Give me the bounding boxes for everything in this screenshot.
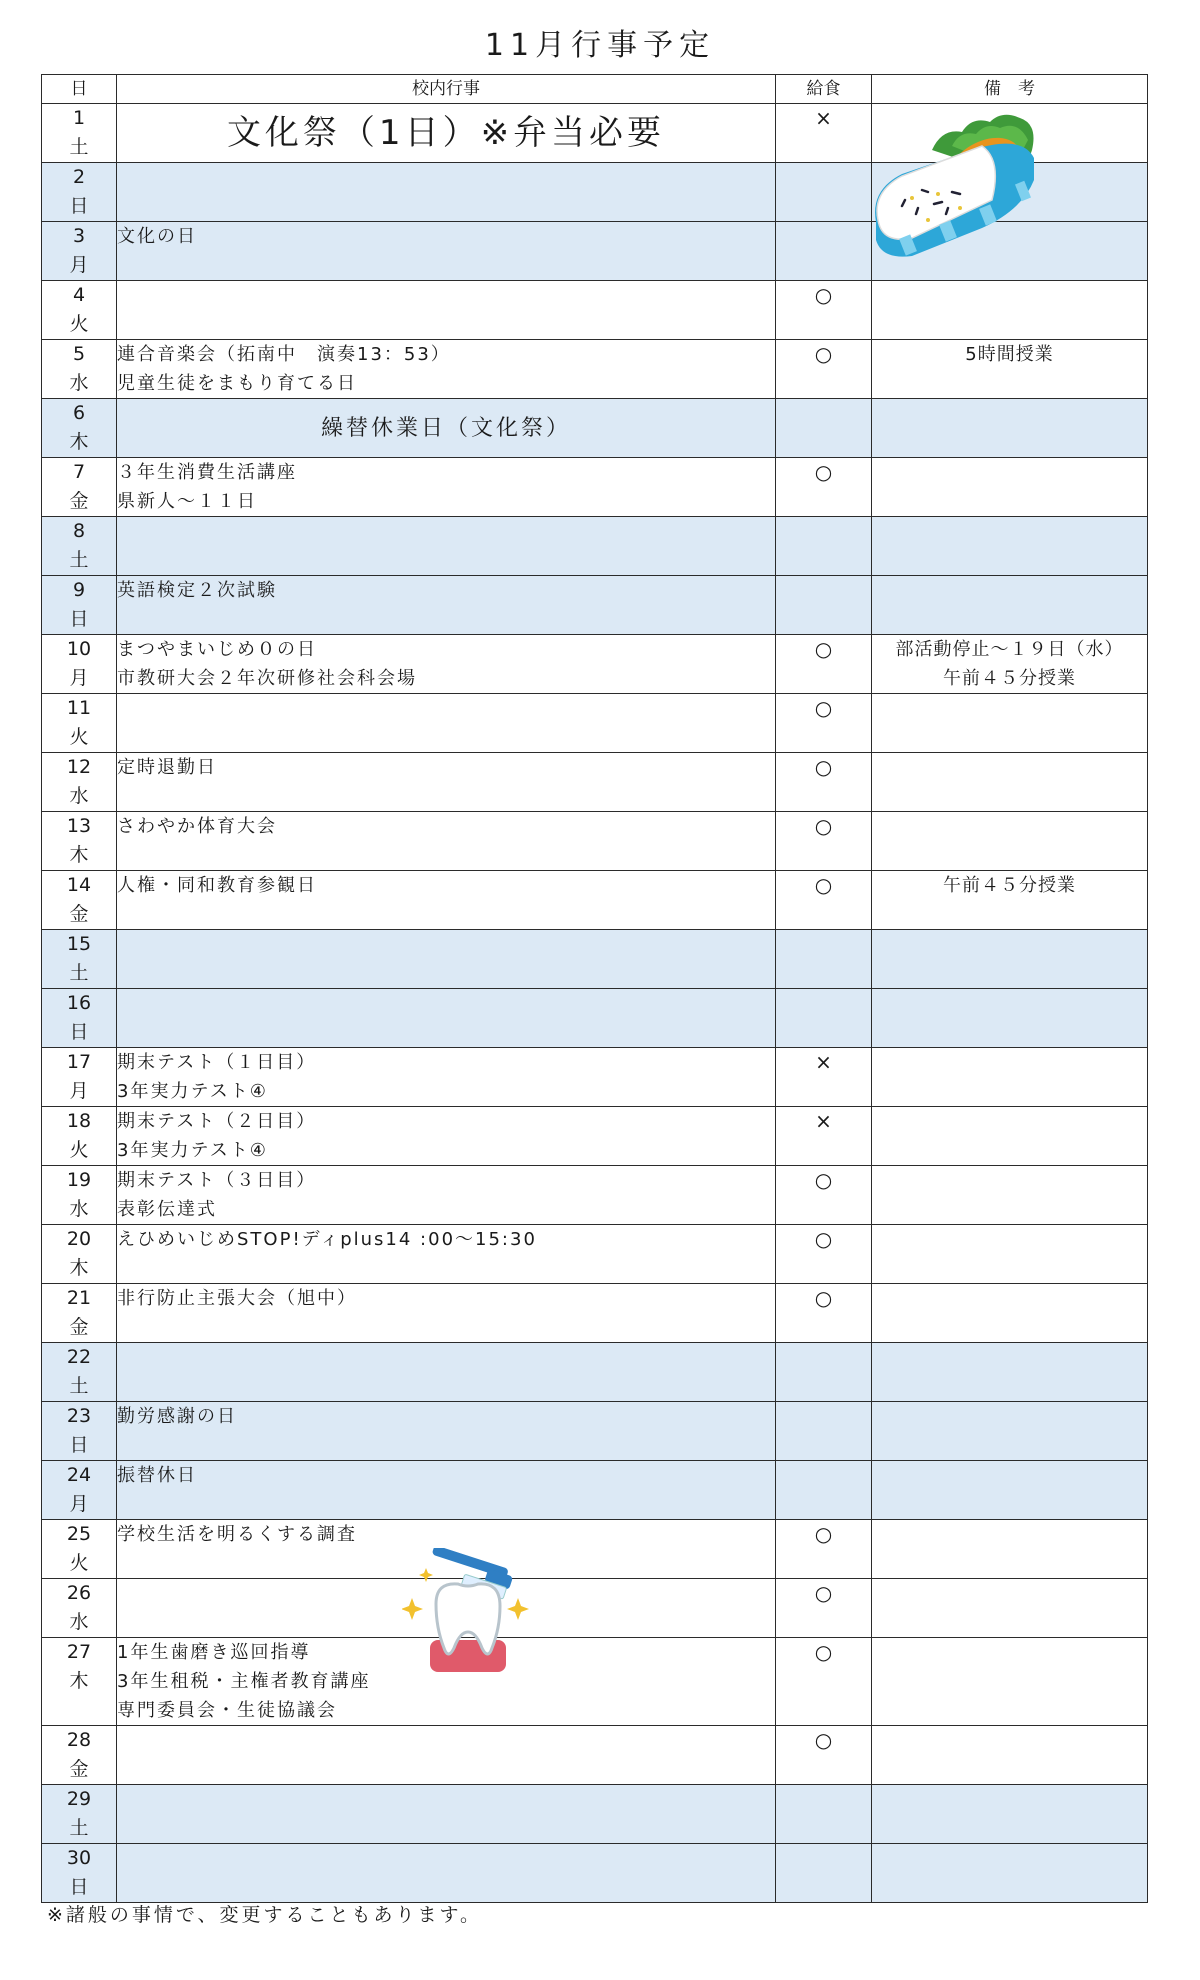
event-text: 繰替休業日（文化祭） bbox=[320, 415, 571, 441]
event-text: 3年実力テスト④ bbox=[117, 1140, 268, 1161]
weekday: 金 bbox=[69, 903, 89, 925]
header-events: 校内行事 bbox=[117, 75, 776, 104]
table-row bbox=[42, 1579, 1148, 1638]
table-row bbox=[42, 1638, 1148, 1726]
table-row bbox=[42, 399, 1148, 458]
weekday: 火 bbox=[69, 726, 89, 748]
notes-cell bbox=[872, 1343, 1148, 1402]
table-row bbox=[42, 635, 1148, 694]
date-number: 25 bbox=[66, 1523, 92, 1545]
day-cell bbox=[42, 1166, 117, 1225]
day-cell bbox=[42, 753, 117, 812]
weekday: 火 bbox=[69, 1552, 89, 1574]
weekday: 日 bbox=[69, 195, 89, 217]
weekday: 日 bbox=[69, 1021, 89, 1043]
table-row bbox=[42, 1520, 1148, 1579]
weekday: 日 bbox=[69, 1434, 89, 1456]
table-row bbox=[42, 1402, 1148, 1461]
date-number: 24 bbox=[66, 1464, 92, 1486]
events-cell bbox=[117, 871, 776, 930]
date-number: 12 bbox=[66, 756, 92, 778]
lunch-cell: ○ bbox=[776, 753, 872, 812]
event-text: 専門委員会・生徒協議会 bbox=[117, 1700, 337, 1721]
notes-cell bbox=[872, 1107, 1148, 1166]
events-cell bbox=[117, 340, 776, 399]
day-cell bbox=[42, 989, 117, 1048]
day-cell bbox=[42, 104, 117, 163]
day-cell bbox=[42, 1726, 117, 1785]
date-number: 6 bbox=[72, 402, 86, 424]
lunch-cell: ○ bbox=[776, 1284, 872, 1343]
event-text: 文化祭（1日）※弁当必要 bbox=[226, 112, 666, 153]
lunch-cell: ○ bbox=[776, 635, 872, 694]
notes-cell bbox=[872, 281, 1148, 340]
weekday: 月 bbox=[69, 1493, 89, 1515]
tooth-brush-icon bbox=[402, 1548, 534, 1672]
notes-cell bbox=[872, 340, 1148, 399]
event-text: 学校生活を明るくする調査 bbox=[117, 1524, 357, 1545]
notes-cell bbox=[872, 1638, 1148, 1726]
event-text: 児童生徒をまもり育てる日 bbox=[117, 373, 357, 394]
lunch-cell bbox=[776, 930, 872, 989]
date-number: 30 bbox=[66, 1847, 92, 1869]
date-number: 23 bbox=[66, 1405, 92, 1427]
events-cell bbox=[117, 1785, 776, 1844]
notes-cell bbox=[872, 1520, 1148, 1579]
table-row bbox=[42, 576, 1148, 635]
table-row bbox=[42, 930, 1148, 989]
event-text: 人権・同和教育参観日 bbox=[117, 875, 317, 896]
date-number: 3 bbox=[72, 225, 86, 247]
date-number: 27 bbox=[66, 1641, 92, 1663]
date-number: 29 bbox=[66, 1788, 92, 1810]
weekday: 日 bbox=[69, 608, 89, 630]
notes-cell bbox=[872, 1726, 1148, 1785]
events-cell bbox=[117, 989, 776, 1048]
weekday: 土 bbox=[69, 1817, 89, 1839]
weekday: 水 bbox=[69, 785, 89, 807]
notes-cell bbox=[872, 871, 1148, 930]
notes-cell bbox=[872, 1284, 1148, 1343]
events-cell bbox=[117, 104, 776, 163]
weekday: 火 bbox=[69, 313, 89, 335]
day-cell bbox=[42, 1048, 117, 1107]
table-row bbox=[42, 1048, 1148, 1107]
event-text: 振替休日 bbox=[117, 1465, 197, 1486]
day-cell bbox=[42, 1402, 117, 1461]
notes-cell bbox=[872, 576, 1148, 635]
date-number: 17 bbox=[66, 1051, 92, 1073]
events-cell bbox=[117, 1048, 776, 1107]
date-number: 15 bbox=[66, 933, 92, 955]
lunch-cell bbox=[776, 1785, 872, 1844]
table-row bbox=[42, 458, 1148, 517]
day-cell bbox=[42, 1579, 117, 1638]
table-row bbox=[42, 812, 1148, 871]
lunch-cell: ○ bbox=[776, 1520, 872, 1579]
table-row bbox=[42, 1343, 1148, 1402]
day-cell bbox=[42, 1785, 117, 1844]
notes-cell bbox=[872, 1461, 1148, 1520]
weekday: 土 bbox=[69, 136, 89, 158]
notes-cell bbox=[872, 753, 1148, 812]
events-cell bbox=[117, 1225, 776, 1284]
page-title: 11月行事予定 bbox=[484, 28, 716, 63]
event-text: 定時退勤日 bbox=[117, 757, 217, 778]
note-text: 5時間授業 bbox=[965, 344, 1054, 365]
table-row bbox=[42, 1107, 1148, 1166]
events-cell bbox=[117, 1107, 776, 1166]
date-number: 13 bbox=[66, 815, 92, 837]
lunch-cell bbox=[776, 163, 872, 222]
table-row bbox=[42, 1461, 1148, 1520]
lunch-cell: ○ bbox=[776, 458, 872, 517]
event-text: 期末テスト（１日目） bbox=[117, 1052, 317, 1073]
weekday: 土 bbox=[69, 1375, 89, 1397]
events-cell bbox=[117, 930, 776, 989]
day-cell bbox=[42, 517, 117, 576]
event-text: 1年生歯磨き巡回指導 bbox=[117, 1642, 311, 1663]
lunch-cell: × bbox=[776, 1048, 872, 1107]
notes-cell bbox=[872, 1844, 1148, 1903]
note-text: 午前４５分授業 bbox=[943, 668, 1076, 689]
date-number: 19 bbox=[66, 1169, 92, 1191]
notes-cell bbox=[872, 1048, 1148, 1107]
footer-note: ※諸般の事情で、変更することもあります。 bbox=[47, 1904, 483, 1926]
events-cell bbox=[117, 1461, 776, 1520]
note-text: 午前４５分授業 bbox=[943, 875, 1076, 896]
events-cell bbox=[117, 517, 776, 576]
lunch-cell: ○ bbox=[776, 340, 872, 399]
lunch-cell bbox=[776, 1402, 872, 1461]
table-row bbox=[42, 989, 1148, 1048]
day-cell bbox=[42, 340, 117, 399]
weekday: 木 bbox=[69, 844, 89, 866]
weekday: 土 bbox=[69, 549, 89, 571]
day-cell bbox=[42, 1844, 117, 1903]
events-cell bbox=[117, 1166, 776, 1225]
table-row bbox=[42, 1284, 1148, 1343]
date-number: 10 bbox=[66, 638, 92, 660]
date-number: 4 bbox=[72, 284, 86, 306]
date-number: 22 bbox=[66, 1346, 92, 1368]
events-cell bbox=[117, 1343, 776, 1402]
day-cell bbox=[42, 1343, 117, 1402]
day-cell bbox=[42, 1461, 117, 1520]
lunch-cell: ○ bbox=[776, 1638, 872, 1726]
weekday: 水 bbox=[69, 372, 89, 394]
weekday: 月 bbox=[69, 254, 89, 276]
weekday: 木 bbox=[69, 1670, 89, 1692]
day-cell bbox=[42, 281, 117, 340]
notes-cell bbox=[872, 517, 1148, 576]
date-number: 16 bbox=[66, 992, 92, 1014]
notes-cell bbox=[872, 1166, 1148, 1225]
events-cell bbox=[117, 399, 776, 458]
day-cell bbox=[42, 1107, 117, 1166]
day-cell bbox=[42, 222, 117, 281]
header-row bbox=[42, 75, 1148, 104]
events-cell bbox=[117, 1402, 776, 1461]
table-row bbox=[42, 1844, 1148, 1903]
notes-cell bbox=[872, 989, 1148, 1048]
events-cell bbox=[117, 281, 776, 340]
lunch-cell bbox=[776, 1461, 872, 1520]
events-cell bbox=[117, 1284, 776, 1343]
date-number: 28 bbox=[66, 1729, 92, 1751]
event-text: 文化の日 bbox=[117, 226, 197, 247]
events-cell bbox=[117, 694, 776, 753]
event-text: 3年生租税・主権者教育講座 bbox=[117, 1671, 371, 1692]
lunch-cell bbox=[776, 1844, 872, 1903]
event-text: 英語検定２次試験 bbox=[117, 580, 277, 601]
notes-cell bbox=[872, 930, 1148, 989]
day-cell bbox=[42, 1638, 117, 1726]
date-number: 11 bbox=[66, 697, 92, 719]
day-cell bbox=[42, 635, 117, 694]
header-notes: 備 考 bbox=[872, 75, 1148, 104]
weekday: 金 bbox=[69, 1758, 89, 1780]
header-day: 日 bbox=[42, 75, 117, 104]
events-cell bbox=[117, 1726, 776, 1785]
notes-cell bbox=[872, 635, 1148, 694]
event-text: 期末テスト（３日目） bbox=[117, 1170, 317, 1191]
table-row bbox=[42, 871, 1148, 930]
notes-cell bbox=[872, 1785, 1148, 1844]
events-cell bbox=[117, 576, 776, 635]
day-cell bbox=[42, 576, 117, 635]
header-lunch: 給食 bbox=[776, 75, 872, 104]
events-cell bbox=[117, 753, 776, 812]
event-text: まつやまいじめ０の日 bbox=[117, 639, 317, 660]
date-number: 20 bbox=[66, 1228, 92, 1250]
date-number: 7 bbox=[72, 461, 86, 483]
lunch-cell bbox=[776, 1343, 872, 1402]
notes-cell bbox=[872, 1402, 1148, 1461]
events-cell bbox=[117, 458, 776, 517]
day-cell bbox=[42, 1225, 117, 1284]
schedule-table bbox=[41, 74, 1148, 1903]
events-cell bbox=[117, 163, 776, 222]
event-text: 期末テスト（２日目） bbox=[117, 1111, 317, 1132]
event-text: 表彰伝達式 bbox=[117, 1199, 217, 1220]
table-row bbox=[42, 1166, 1148, 1225]
table-row bbox=[42, 1785, 1148, 1844]
events-cell bbox=[117, 1844, 776, 1903]
lunch-cell: ○ bbox=[776, 1579, 872, 1638]
day-cell bbox=[42, 399, 117, 458]
date-number: 5 bbox=[72, 343, 86, 365]
notes-cell bbox=[872, 1225, 1148, 1284]
weekday: 月 bbox=[69, 1080, 89, 1102]
event-text: 市教研大会２年次研修社会科会場 bbox=[117, 668, 417, 689]
events-cell bbox=[117, 812, 776, 871]
table-row bbox=[42, 753, 1148, 812]
day-cell bbox=[42, 871, 117, 930]
date-number: 14 bbox=[66, 874, 92, 896]
lunch-cell: ○ bbox=[776, 812, 872, 871]
events-cell bbox=[117, 222, 776, 281]
lunch-cell: × bbox=[776, 104, 872, 163]
lunch-cell bbox=[776, 517, 872, 576]
lunch-cell bbox=[776, 399, 872, 458]
date-number: 1 bbox=[72, 107, 86, 129]
lunch-cell bbox=[776, 222, 872, 281]
weekday: 水 bbox=[69, 1611, 89, 1633]
date-number: 18 bbox=[66, 1110, 92, 1132]
date-number: 26 bbox=[66, 1582, 92, 1604]
date-number: 21 bbox=[66, 1287, 92, 1309]
weekday: 水 bbox=[69, 1198, 89, 1220]
table-row bbox=[42, 694, 1148, 753]
weekday: 金 bbox=[69, 490, 89, 512]
lunch-cell bbox=[776, 576, 872, 635]
weekday: 土 bbox=[69, 962, 89, 984]
weekday: 木 bbox=[69, 1257, 89, 1279]
event-text: 3年実力テスト④ bbox=[117, 1081, 268, 1102]
event-text: 県新人～１１日 bbox=[117, 491, 257, 512]
table-row bbox=[42, 1726, 1148, 1785]
lunch-cell bbox=[776, 989, 872, 1048]
notes-cell bbox=[872, 458, 1148, 517]
date-number: 2 bbox=[72, 166, 86, 188]
table-row bbox=[42, 340, 1148, 399]
lunch-cell: ○ bbox=[776, 694, 872, 753]
lunch-cell: × bbox=[776, 1107, 872, 1166]
event-text: ３年生消費生活講座 bbox=[117, 462, 297, 483]
day-cell bbox=[42, 163, 117, 222]
day-cell bbox=[42, 812, 117, 871]
day-cell bbox=[42, 694, 117, 753]
date-number: 9 bbox=[72, 579, 86, 601]
table-row bbox=[42, 1225, 1148, 1284]
event-text: 連合音楽会（拓南中 演奏13：53） bbox=[117, 344, 451, 365]
weekday: 日 bbox=[69, 1876, 89, 1898]
weekday: 木 bbox=[69, 431, 89, 453]
event-text: 非行防止主張大会（旭中） bbox=[117, 1288, 357, 1309]
lunch-cell: ○ bbox=[776, 1166, 872, 1225]
schedule-body bbox=[42, 104, 1148, 1903]
date-number: 8 bbox=[72, 520, 86, 542]
lunch-cell: ○ bbox=[776, 1726, 872, 1785]
weekday: 金 bbox=[69, 1316, 89, 1338]
table-row bbox=[42, 281, 1148, 340]
lunch-cell: ○ bbox=[776, 1225, 872, 1284]
notes-cell bbox=[872, 399, 1148, 458]
day-cell bbox=[42, 1284, 117, 1343]
notes-cell bbox=[872, 812, 1148, 871]
day-cell bbox=[42, 1520, 117, 1579]
day-cell bbox=[42, 458, 117, 517]
weekday: 月 bbox=[69, 667, 89, 689]
lunch-cell: ○ bbox=[776, 871, 872, 930]
event-text: さわやか体育大会 bbox=[117, 816, 277, 837]
note-text: 部活動停止～１９日（水） bbox=[895, 639, 1124, 660]
bento-lunchbox-icon bbox=[872, 110, 1040, 262]
events-cell bbox=[117, 635, 776, 694]
notes-cell bbox=[872, 694, 1148, 753]
lunch-cell: ○ bbox=[776, 281, 872, 340]
event-text: 勤労感謝の日 bbox=[117, 1406, 237, 1427]
table-row bbox=[42, 517, 1148, 576]
notes-cell bbox=[872, 1579, 1148, 1638]
day-cell bbox=[42, 930, 117, 989]
weekday: 火 bbox=[69, 1139, 89, 1161]
event-text: えひめいじめSTOP!ディplus14 :00～15:30 bbox=[117, 1229, 537, 1250]
